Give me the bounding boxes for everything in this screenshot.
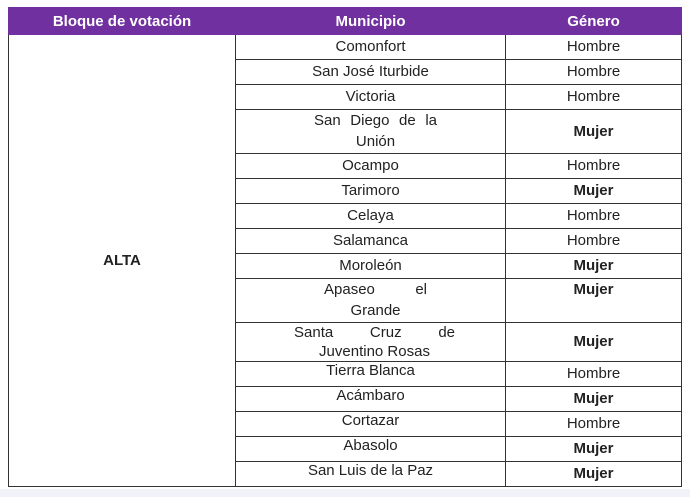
municipio-cell: San José Iturbide: [236, 60, 506, 85]
municipio-cell: Acámbaro: [236, 387, 506, 412]
header-bloque: Bloque de votación: [9, 8, 236, 35]
genero-cell: Mujer: [506, 323, 682, 362]
genero-cell: Hombre: [506, 60, 682, 85]
genero-cell: Hombre: [506, 85, 682, 110]
municipio-cell: Cortazar: [236, 412, 506, 437]
municipio-cell: Tierra Blanca: [236, 362, 506, 387]
municipio-cell: Celaya: [236, 204, 506, 229]
municipio-cell: Salamanca: [236, 229, 506, 254]
municipio-cell: Apaseo el Grande: [236, 279, 506, 323]
genero-cell: Hombre: [506, 35, 682, 60]
genero-cell: Mujer: [506, 279, 682, 323]
municipio-cell: San Diego de la Unión: [236, 110, 506, 154]
municipio-cell: Comonfort: [236, 35, 506, 60]
table-row: [9, 35, 682, 60]
genero-cell: Hombre: [506, 362, 682, 387]
municipio-cell: Victoria: [236, 85, 506, 110]
header-genero: Género: [506, 8, 682, 35]
genero-cell: Mujer: [506, 387, 682, 412]
municipio-cell: Santa Cruz de Juventino Rosas: [236, 323, 506, 362]
municipio-cell: San Luis de la Paz: [236, 462, 506, 487]
municipio-cell: Ocampo: [236, 154, 506, 179]
table-header-row: [9, 8, 682, 35]
municipio-cell: Moroleón: [236, 254, 506, 279]
header-municipio: Municipio: [236, 8, 506, 35]
genero-cell: Hombre: [506, 154, 682, 179]
group-label: ALTA: [9, 35, 236, 487]
table-container: [8, 7, 682, 487]
voting-block-table: [8, 7, 682, 487]
genero-cell: Mujer: [506, 437, 682, 462]
genero-cell: Mujer: [506, 110, 682, 154]
genero-cell: Mujer: [506, 179, 682, 204]
genero-cell: Hombre: [506, 229, 682, 254]
municipio-cell: Tarimoro: [236, 179, 506, 204]
page-bottom-strip: [0, 489, 690, 497]
genero-cell: Hombre: [506, 412, 682, 437]
genero-cell: Hombre: [506, 204, 682, 229]
genero-cell: Mujer: [506, 462, 682, 487]
municipio-cell: Abasolo: [236, 437, 506, 462]
genero-cell: Mujer: [506, 254, 682, 279]
